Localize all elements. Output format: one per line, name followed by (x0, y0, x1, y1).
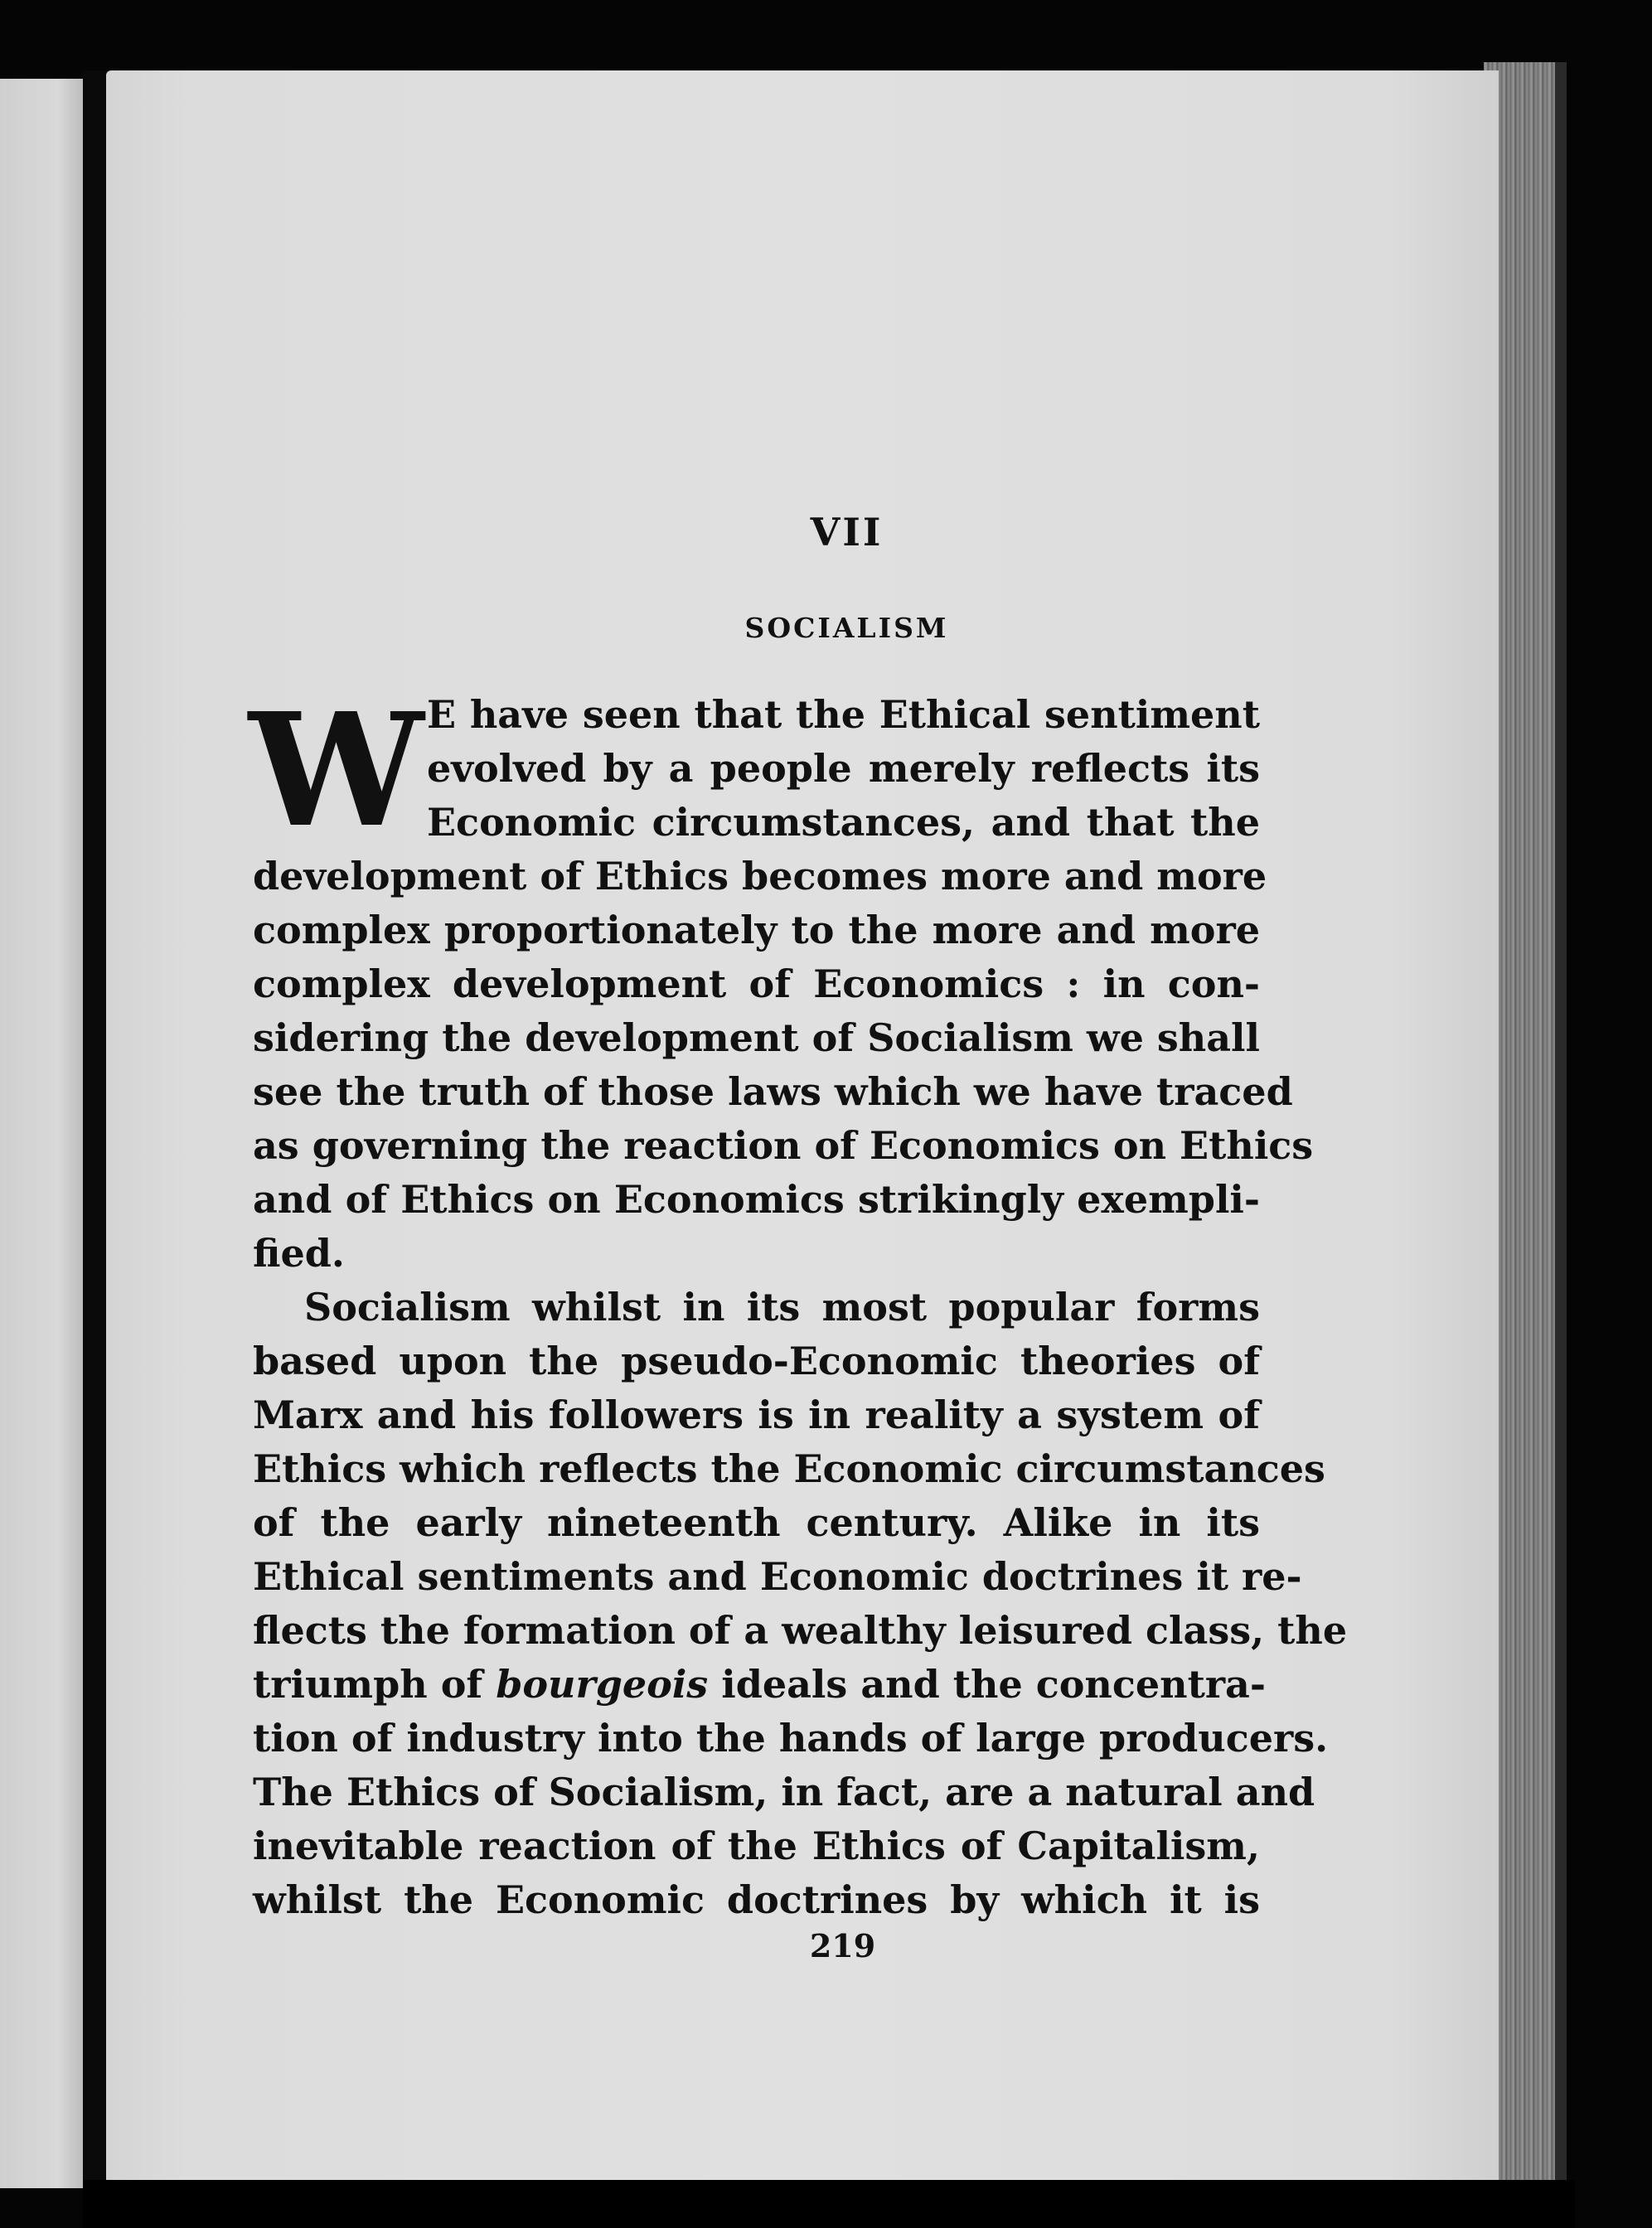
text-line: as governing the reaction of Economics on Ethics (253, 1123, 1314, 1168)
text-line: Marx and his followers is in reality a system of (253, 1392, 1260, 1437)
italic-word: bourgeois (496, 1662, 709, 1707)
text-line: Ethical sentiments and Economic doctrines it re- (253, 1554, 1302, 1599)
text-line: of the early nineteenth century. Alike in its (253, 1500, 1260, 1545)
text-fragment: triumph of (253, 1662, 483, 1707)
text-line: whilst the Economic doctrines by which it is (253, 1877, 1260, 1922)
text-line: flects the formation of a wealthy leisured class, the (253, 1608, 1348, 1653)
text-line: complex proportionately to the more and more (253, 908, 1260, 952)
body-text (249, 679, 1348, 1927)
scan-border (83, 2180, 1575, 2228)
text-line: Socialism whilst in its most popular forms (304, 1285, 1260, 1330)
text-line: fied. (253, 1231, 345, 1276)
text-line: complex development of Economics : in con- (253, 961, 1260, 1006)
chapter-title: SOCIALISM (744, 612, 949, 644)
text-line: evolved by a people merely reflects its (427, 746, 1260, 791)
text-line: sidering the development of Socialism we shall (253, 1015, 1260, 1060)
text-line: development of Ethics becomes more and more (253, 854, 1267, 898)
text-line (253, 1658, 1266, 1712)
text-line: inevitable reaction of the Ethics of Capitalism, (253, 1824, 1260, 1868)
paragraph (253, 1281, 1348, 1927)
book-gutter (83, 70, 106, 2192)
facing-page-edge (0, 79, 83, 2188)
text-line: E have seen that the Ethical sentiment (427, 692, 1260, 737)
text-line: tion of industry into the hands of large producers. (253, 1716, 1329, 1761)
text-line: Economic circumstances, and that the (427, 800, 1260, 845)
page-number: 219 (809, 1927, 876, 1964)
text-fragment: ideals and the concentra- (721, 1662, 1266, 1707)
drop-cap: W (249, 679, 424, 862)
text-line: and of Ethics on Economics strikingly exempli- (253, 1177, 1260, 1222)
text-line: see the truth of those laws which we have traced (253, 1069, 1293, 1114)
text-line: Ethics which reflects the Economic circumstances (253, 1446, 1325, 1491)
text-line: The Ethics of Socialism, in fact, are a natural and (253, 1770, 1315, 1814)
chapter-number: VII (810, 510, 884, 555)
text-line: based upon the pseudo-Economic theories of (253, 1339, 1260, 1383)
